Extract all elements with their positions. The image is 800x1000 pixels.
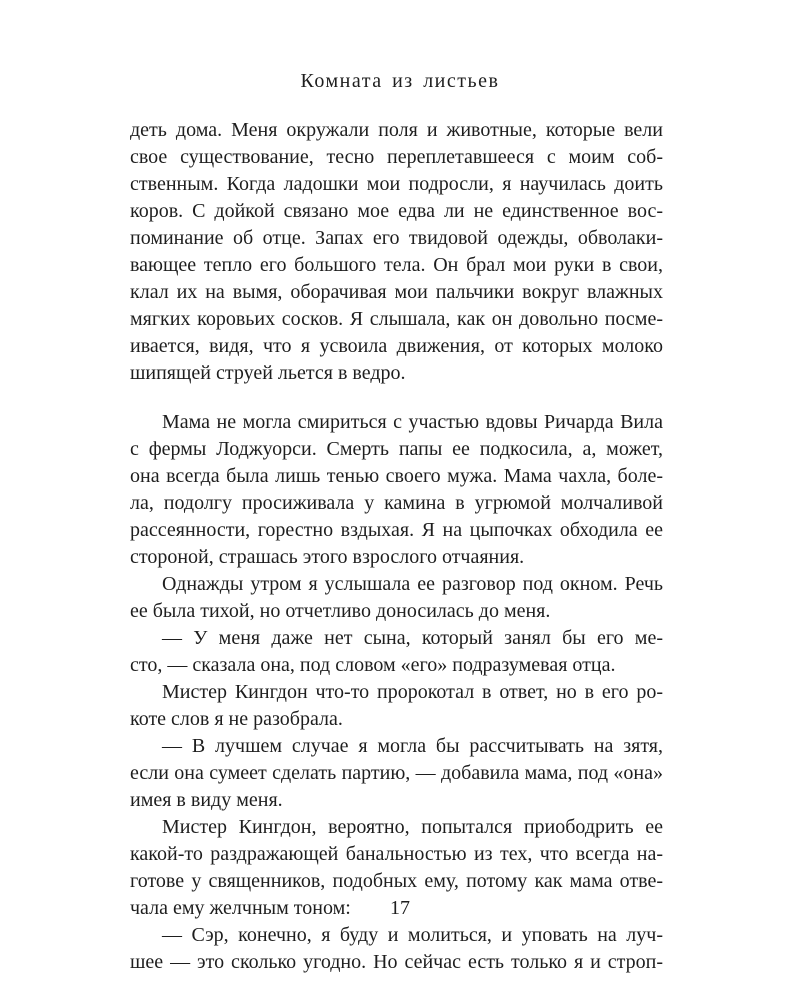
text-line-indented: Мистер Кингдон что-то пророкотал в ответ, но в его ро-: [162, 681, 663, 703]
text-line: деть дома. Меня окружали поля и животные, которые вели: [130, 119, 663, 141]
text-line: вающее тепло его большого тела. Он брал мои руки в свои,: [130, 254, 663, 276]
text-line: какой-то раздражающей банальностью из тех, что всегда на-: [130, 843, 663, 865]
text-line-indented: Мама не могла смириться с участью вдовы Ричарда Вила: [162, 411, 663, 433]
text-line: коте слов я не разобрала.: [130, 708, 343, 730]
text-line: с фермы Лоджуорси. Смерть папы ее подкосила, а, может,: [130, 438, 663, 460]
text-line-indented: Мистер Кингдон, вероятно, попытался приободрить ее: [162, 816, 663, 838]
running-head: Комната из листьев: [300, 70, 500, 92]
text-line-indented: Однажды утром я услышала ее разговор под окном. Речь: [162, 573, 663, 595]
text-line: шее — это сколько угодно. Но сейчас есть только я и строп-: [130, 951, 663, 973]
text-line: стороной, страшась этого взрослого отчаяния.: [130, 546, 525, 568]
text-line: коров. С дойкой связано мое едва ли не единственное вос-: [130, 200, 663, 222]
text-line: ивается, видя, что я усвоила движения, от которых молоко: [130, 335, 663, 357]
text-line: свое существование, тесно переплетавшееся с моим соб-: [130, 146, 663, 168]
text-line: имея в виду меня.: [130, 789, 283, 811]
text-line: чала ему желчным тоном:: [130, 897, 351, 919]
text-line: ее была тихой, но отчетливо доносилась до меня.: [130, 600, 551, 622]
section-gap: [130, 387, 663, 409]
text-line: рассеянности, горестно вздыхая. Я на цыпочках обходила ее: [130, 519, 663, 541]
body-text: [130, 117, 663, 976]
text-line: она всегда была лишь тенью своего мужа. Мама чахла, боле-: [130, 465, 663, 487]
text-line: ла, подолгу просиживала у камина в угрюмой молчаливой: [130, 492, 663, 514]
text-line: шипящей струей льется в ведро.: [130, 362, 406, 384]
text-line: клал их на вымя, оборачивая мои пальчики вокруг влажных: [130, 281, 663, 303]
text-line-indented: — У меня даже нет сына, который занял бы его ме-: [162, 627, 663, 649]
page-number: 17: [390, 897, 410, 919]
text-line-indented: — В лучшем случае я могла бы рассчитывать на зятя,: [162, 735, 663, 757]
text-line: поминание об отце. Запах его твидовой одежды, обволаки-: [130, 227, 663, 249]
text-line: готове у священников, подобных ему, потому как мама отве-: [130, 870, 663, 892]
text-line: сто, — сказала она, под словом «его» подразумевая отца.: [130, 654, 616, 676]
text-line: если она сумеет сделать партию, — добавила мама, под «она»: [130, 762, 663, 784]
text-line-indented: — Сэр, конечно, я буду и молиться, и уповать на луч-: [162, 924, 663, 946]
text-line: ственным. Когда ладошки мои подросли, я научилась доить: [130, 173, 663, 195]
text-line: мягких коровьих сосков. Я слышала, как он довольно посме-: [130, 308, 663, 330]
